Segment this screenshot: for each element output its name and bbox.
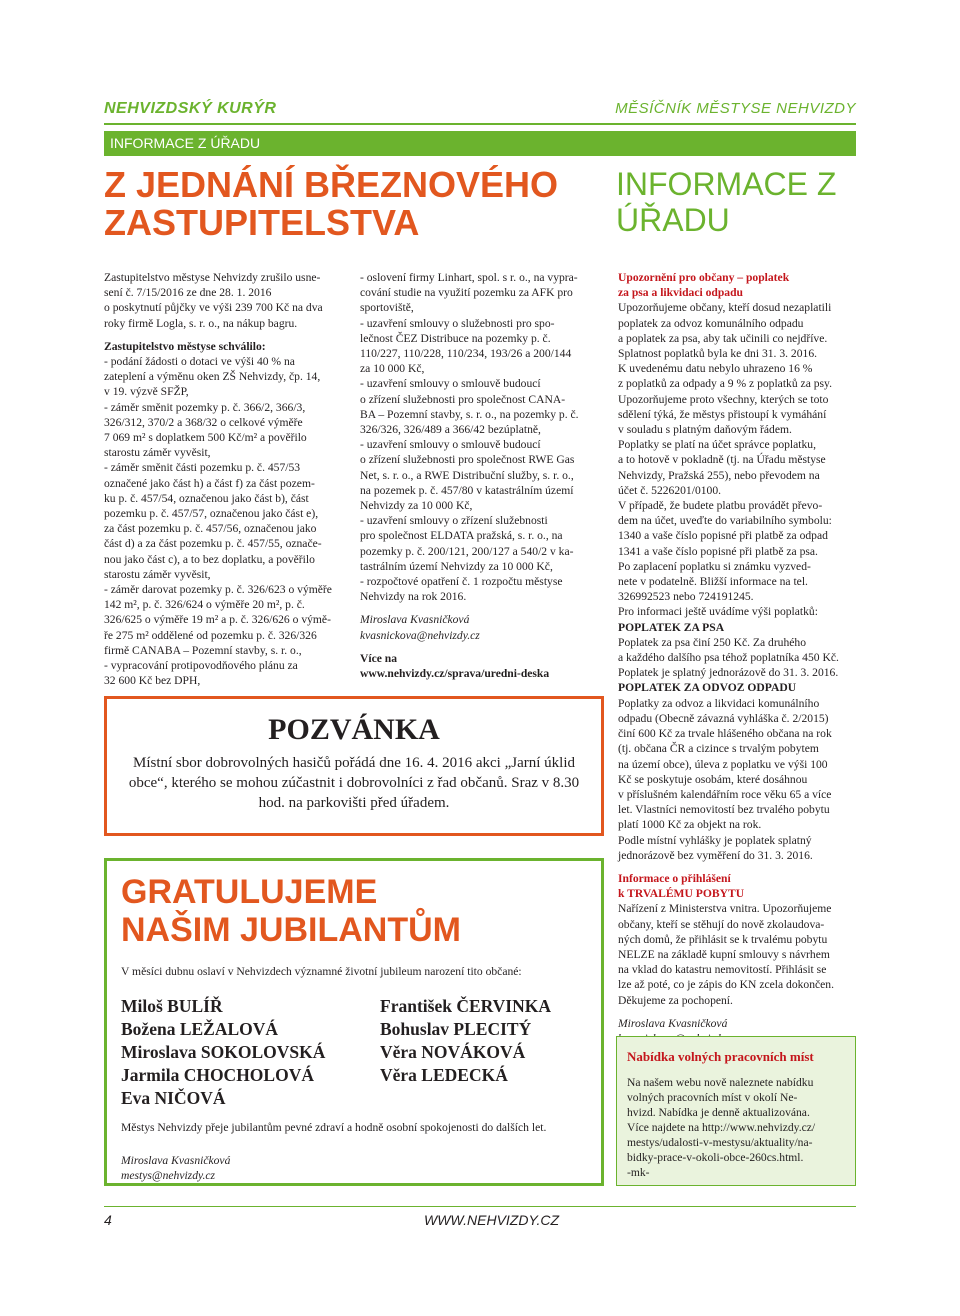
footer-divider xyxy=(104,1206,856,1207)
invitation-title: POZVÁNKA xyxy=(268,713,440,746)
paragraph: Poplatek za psa činí 250 Kč. Za druhého a každého dalšího psa téhož poplatníka 450 Kč. Poplatek je splatný jednorázově do 31. 3. 2016. xyxy=(618,635,839,680)
signature-email: mestys@nehvizdy.cz xyxy=(121,1169,216,1182)
signature-name: Miroslava Kvasničková xyxy=(618,1016,728,1030)
info-column xyxy=(618,270,858,1046)
paragraph: Poplatky za odvoz a likvidaci komunálního odpadu (Obecně závazná vyhláška č. 2/2015) činí 600 Kč za trvale hlášeného občana na rok (tj. občana ČR a cizince s trvalým pobytem na území obce), úleva z poplatku ve výši 100 Kč se poskytuje osobám, které dosáhnou v příslušném kalendářním roce věku 65 a více let. Vlastníci nemovitostí bez trvalého pobytu platí 1000 Kč za objekt na rok. Podle místní vyhlášky je poplatek splatný jednorázově bez vyměření do 31. 3. 2016. xyxy=(618,696,832,862)
jubilant-name: Eva NIČOVÁ xyxy=(121,1088,226,1108)
congratulations-wish: Městys Nehvizdy přeje jubilantům pevné zdraví a hodně osobní spokojenosti do dalších let. xyxy=(121,1121,547,1134)
jubilant-name: Věra NOVÁKOVÁ xyxy=(380,1042,526,1062)
more-link[interactable]: www.nehvizdy.cz/sprava/uredni-deska xyxy=(360,667,550,681)
header-divider xyxy=(104,123,856,125)
article-column-1 xyxy=(104,270,344,688)
masthead-title: NEHVIZDSKÝ KURÝR xyxy=(104,100,277,117)
jubilant-name: František ČERVINKA xyxy=(380,996,551,1016)
article-column-2 xyxy=(360,270,600,681)
footer-website[interactable]: WWW.NEHVIZDY.CZ xyxy=(424,1212,560,1228)
congratulations-intro: V měsíci dubnu oslaví v Nehvizdech významné životní jubileum narození tito občané: xyxy=(121,965,522,978)
job-offers-box xyxy=(616,1036,856,1186)
congratulations-signature xyxy=(121,1153,230,1183)
jubilant-name: Bohuslav PLECITÝ xyxy=(380,1019,532,1039)
invitation-text: Místní sbor dobrovolných hasičů pořádá dne 16. 4. 2016 akci „Jarní úklid obce“, kterého se mohou zúčastnit i dobrovolníci z řad občanů. Sraz v 8.30 hod. na parkovišti před úřadem. xyxy=(128,755,580,811)
residence-heading: Informace o přihlášení k TRVALÉMU POBYTU xyxy=(618,871,745,901)
section-label: INFORMACE Z ÚŘADU xyxy=(110,135,261,151)
invitation-box xyxy=(104,696,604,836)
dog-fee-heading: Upozornění pro občany – poplatek za psa a likvidaci odpadu xyxy=(618,271,790,300)
jubilant-name: Jarmila CHOCHOLOVÁ xyxy=(121,1065,314,1085)
masthead-subtitle: MĚSÍČNÍK MĚSTYSE NEHVIZDY xyxy=(615,100,856,117)
fee-heading-waste: POPLATEK ZA ODVOZ ODPADU xyxy=(618,681,797,695)
congratulations-title-line-1: GRATULUJEME xyxy=(121,873,378,911)
more-label: Více na xyxy=(360,651,398,665)
paragraph: Nařízení z Ministerstva vnitra. Upozorňujeme občany, kteří se stěhují do nově zkolaudova- ných domů, že přihlásit se k trvalému pobytu NELZE na základě kupní smlouvy s návrhem na vklad do katastru nemovitostí. Přihlásit se lze až poté, co je zápis do KN zcela dokončen. Děkujeme za pochopení. xyxy=(618,902,834,1007)
jubilant-name: Miloš BULÍŘ xyxy=(121,996,223,1016)
page-number: 4 xyxy=(104,1212,112,1228)
side-title: INFORMACE Z ÚŘADU xyxy=(616,166,837,238)
jubilant-name: Božena LEŽALOVÁ xyxy=(121,1019,279,1039)
signature-name: Miroslava Kvasničková xyxy=(360,613,470,627)
paragraph: Upozorňujeme občany, kteří dosud nezaplatili poplatek za odvoz komunálního odpadu a poplatek za psa, aby tak učinili co nejdříve. Splatnost poplatků byla ke dni 31. 3. 2016. K uvedenému datu nebylo uhrazeno 16 % z poplatků za odpady a 9 % z poplatků za psy. Upozorňujeme proto všechny, kterých se toto sdělení týká, že městys přistoupí k vymáhání v souladu s platným daňovým řádem. Poplatky se platí na účet správce poplatku, a to hotově v pokladně (tj. na Úřadu městyse Nehvizdy, Pražská 255), nebo převodem na účet č. 5226201/0100. V případě, že budete platbu provádět převo- dem na účet, uveďte do variabilního symbolu: 1340 a vaše číslo popisné při platbě za odpad 1341 a vaše číslo popisné při platbě za psa. Po zaplacení poplatku si známku vyzved- nete v podatelně. Bližší informace na tel. 326992523 nebo 724191245. Pro informaci ještě uvádíme výši poplatků: xyxy=(618,301,832,619)
jubilant-name: Miroslava SOKOLOVSKÁ xyxy=(121,1042,326,1062)
approved-heading: Zastupitelstvo městyse schválilo: xyxy=(104,339,266,353)
paragraph: - oslovení firmy Linhart, spol. s r. o., na vypra- cování studie na využití pozemku za AFK pro sportoviště, - uzavření smlouvy o služebnosti pro spo- lečnost ČEZ Distribuce na pozemky p. č. 110/227, 110/228, 110/234, 193/26 a 200/144 za 10 000 Kč, - uzavření smlouvy o smlouvě budoucí o zřízení služebnosti pro společnost CANA- BA – Pozemní stavby, s. r. o., na pozemky p. č. 326/326, 326/489 a 366/42 bezúplatně, - uzavření smlouvy o smlouvě budoucí o zřízení služebnosti pro společnost RWE Gas Net, s. r. o., a RWE Distribuční služby, s. r. o., na pozemek p. č. 457/80 v katastrálním území Nehvizdy za 10 000 Kč, - uzavření smlouvy o zřízení služebnosti pro společnost ELDATA pražská, s. r. o., na pozemky p. č. 200/121, 200/127 a 540/2 v ka- tastrálním území Nehvizdy za 10 000 Kč, - rozpočtové opatření č. 1 rozpočtu městyse Nehvizdy na rok 2016. xyxy=(360,271,579,604)
section-bar xyxy=(104,131,856,156)
jubilant-names-right xyxy=(380,995,551,1087)
jubilant-name: Věra LEDECKÁ xyxy=(380,1065,508,1085)
signature-name: Miroslava Kvasničková xyxy=(121,1154,231,1167)
congratulations-title xyxy=(121,873,461,949)
signature-email: kvasnickova@nehvizdy.cz xyxy=(360,628,480,642)
fee-heading-dog: POPLATEK ZA PSA xyxy=(618,620,725,634)
congratulations-title-line-2: NAŠIM JUBILANTŮM xyxy=(121,911,461,949)
paragraph: - podání žádosti o dotaci ve výši 40 % na zateplení a výměnu oken ZŠ Nehvizdy, čp. 14, v 19. výzvě SFŽP, - záměr směnit pozemky p. č. 366/2, 366/3, 326/312, 370/2 a 368/32 o celkové výměře 7 069 m² s doplatkem 500 Kč/m² a pověřilo starostu záměr vyvěsit, - záměr směnit části pozemku p. č. 457/53 označené jako část h) a část f) za část pozem- ku p. č. 457/54, označenou jako část b), část pozemku p. č. 457/57, označenou jako část e), za část pozemku p. č. 457/56, označenou jako část d) a za část pozemku p. č. 457/55, označe- nou jako část c), a to bez doplatku, a pověřilo starostu záměr vyvěsit, - záměr darovat pozemky p. č. 326/623 o výměře 142 m², p. č. 326/624 o výměře 20 m², p. č. 326/625 o výměře 19 m² a p. č. 326/626 o výmě- ře 275 m² oddělené od pozemku p. č. 326/326 firmě CANABA – Pozemní stavby, s. r. o., - vypracování protipovodňového plánu za 32 600 Kč bez DPH, xyxy=(104,355,332,688)
article-title: Z JEDNÁNÍ BŘEZNOVÉHO ZASTUPITELSTVA xyxy=(104,164,559,243)
job-offers-title: Nabídka volných pracovních míst xyxy=(627,1049,814,1064)
paragraph: Zastupitelstvo městyse Nehvizdy zrušilo usne- sení č. 7/15/2016 ze dne 28. 1. 2016 o poskytnutí půjčky ve výši 239 700 Kč na dva roky firmě Logla, s. r. o., na nákup bagru. xyxy=(104,271,323,330)
congratulations-box xyxy=(104,858,604,1186)
jubilant-names-left xyxy=(121,995,325,1110)
job-offers-text: Na našem webu nově naleznete nabídku volných pracovních míst v okolí Ne- hvizd. Nabídka je denně aktualizována. Více najdete na http://www.nehvizdy.cz/ mestys/udalosti-v-mestysu/aktuality/na- bidky-prace-v-okoli-obce-260cs.html. -mk- xyxy=(627,1076,816,1179)
